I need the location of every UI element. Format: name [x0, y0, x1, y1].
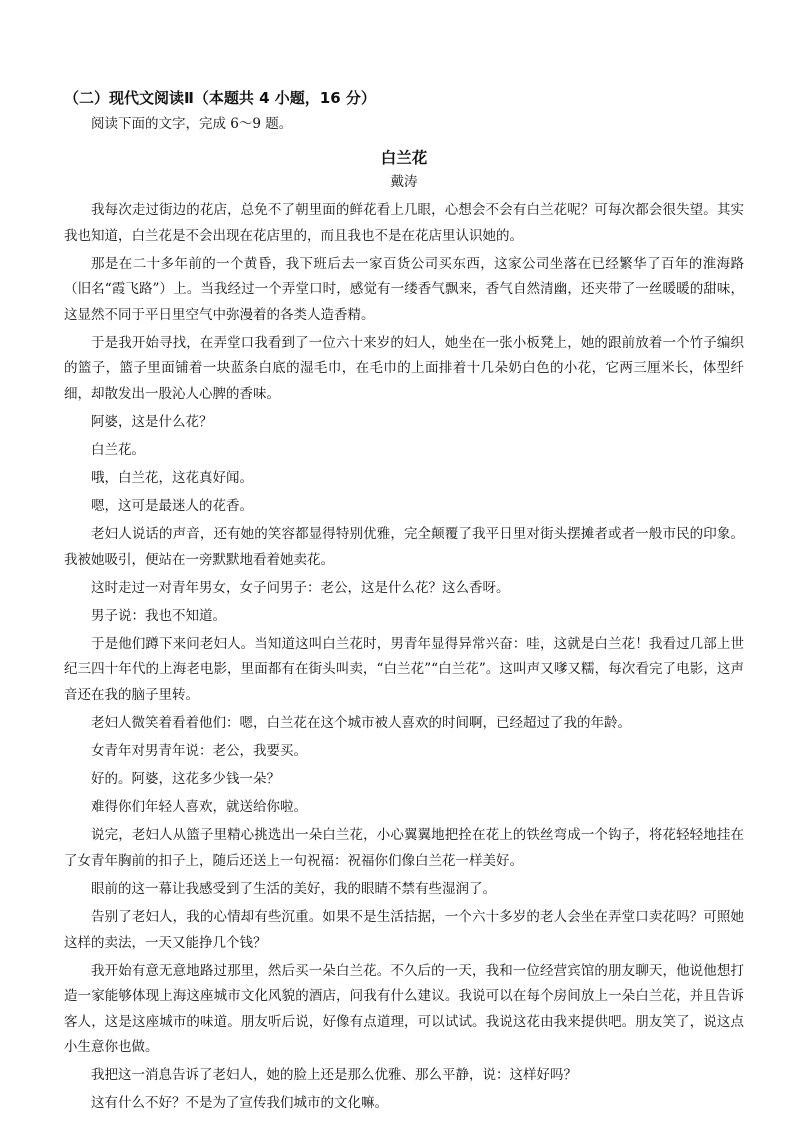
paragraph: 男子说：我也不知道。 [91, 607, 226, 624]
paragraph: 这有什么不好？不是为了宣传我们城市的文化嘛。 [91, 1095, 388, 1112]
paragraph: 于是他们蹲下来问老妇人。当知道这叫白兰花时，男青年显得异常兴奋：哇，这就是白兰花！我看过几部上世纪三四十年代的上海老电影，里面都有在街头叫卖，“白兰花”“白兰花”。这叫声又嗲又糯，每次看完了电影，这声音还在我的脑子里转。 [64, 635, 744, 703]
paragraph: 好的。阿婆，这花多少钱一朵？ [91, 771, 280, 788]
paragraph: 女青年对男青年说：老公，我要买。 [91, 743, 307, 760]
section-title: （二）现代文阅读Ⅱ（本题共 4 小题，16 分） [64, 89, 376, 107]
paragraph: 老妇人微笑着看着他们：嗯，白兰花在这个城市被人喜欢的时间啊，已经超过了我的年龄。 [91, 715, 631, 732]
paragraph: 眼前的这一幕让我感受到了生活的美好，我的眼睛不禁有些湿润了。 [91, 881, 496, 897]
article-title: 白兰花 [380, 149, 428, 167]
instruction-text: 阅读下面的文字，完成 6～9 题。 [91, 116, 293, 132]
paragraph: 那是在二十多年前的一个黄昏，我下班后去一家百货公司买东西，这家公司坐落在已经繁华了百年的淮海路（旧名“霞飞路”）上。当我经过一个弄堂口时，感觉有一缕香气飘来，香气自然清幽，还夹带了一丝暖暖的甜味，这显然不同于平日里空气中弥漫着的各类人造香精。 [64, 255, 744, 323]
paragraph: 我每次走过街边的花店，总免不了朝里面的鲜花看上几眼，心想会不会有白兰花呢？可每次都会很失望。其实我也知道，白兰花是不会出现在花店里的，而且我也不是在花店里认识她的。 [64, 202, 744, 244]
article-author: 戴涛 [390, 174, 418, 190]
paragraph: 哦，白兰花，这花真好闻。 [91, 469, 253, 486]
article-body [64, 198, 744, 1117]
paragraph: 这时走过一对青年男女，女子问男子：老公，这是什么花？这么香呀。 [91, 579, 510, 596]
paragraph: 嗯，这可是最迷人的花香。 [91, 498, 253, 515]
paragraph: 难得你们年轻人喜欢，就送给你啦。 [91, 799, 307, 816]
paragraph: 告别了老妇人，我的心情却有些沉重。如果不是生活拮据，一个六十多岁的老人会坐在弄堂口卖花吗？可照她这样的卖法，一天又能挣几个钱？ [64, 909, 744, 951]
paragraph: 我把这一消息告诉了老妇人，她的脸上还是那么优雅、那么平静，说：这样好吗？ [91, 1067, 577, 1084]
paragraph: 白兰花。 [91, 441, 145, 458]
document-page [64, 86, 744, 1119]
paragraph: 我开始有意无意地路过那里，然后买一朵白兰花。不久后的一天，我和一位经营宾馆的朋友聊天，他说他想打造一家能够体现上海这座城市文化风貌的酒店，问我有什么建议。我说可以在每个房间放上一朵白兰花，并且告诉客人，这是这座城市的味道。朋友听后说，好像有点道理，可以试试。我说这花由我来提供吧。朋友笑了，说这点小生意你也做。 [64, 962, 744, 1056]
paragraph: 说完，老妇人从篮子里精心挑选出一朵白兰花，小心翼翼地把拴在花上的铁丝弯成一个钩子，将花轻轻地挂在了女青年胸前的扣子上，随后还送上一句祝福：祝福你们像白兰花一样美好。 [64, 827, 744, 869]
paragraph: 老妇人说话的声音，还有她的笑容都显得特别优雅，完全颠覆了我平日里对街头摆摊者或者一般市民的印象。我被她吸引，便站在一旁默默地看着她卖花。 [64, 526, 744, 568]
paragraph: 阿婆，这是什么花？ [91, 413, 213, 430]
paragraph: 于是我开始寻找，在弄堂口我看到了一位六十来岁的妇人，她坐在一张小板凳上，她的跟前放着一个竹子编织的篮子，篮子里面铺着一块蓝条白底的湿毛巾，在毛巾的上面排着十几朵奶白色的小花，它两三厘米长，体型纤细，却散发出一股沁人心脾的香味。 [64, 334, 744, 402]
